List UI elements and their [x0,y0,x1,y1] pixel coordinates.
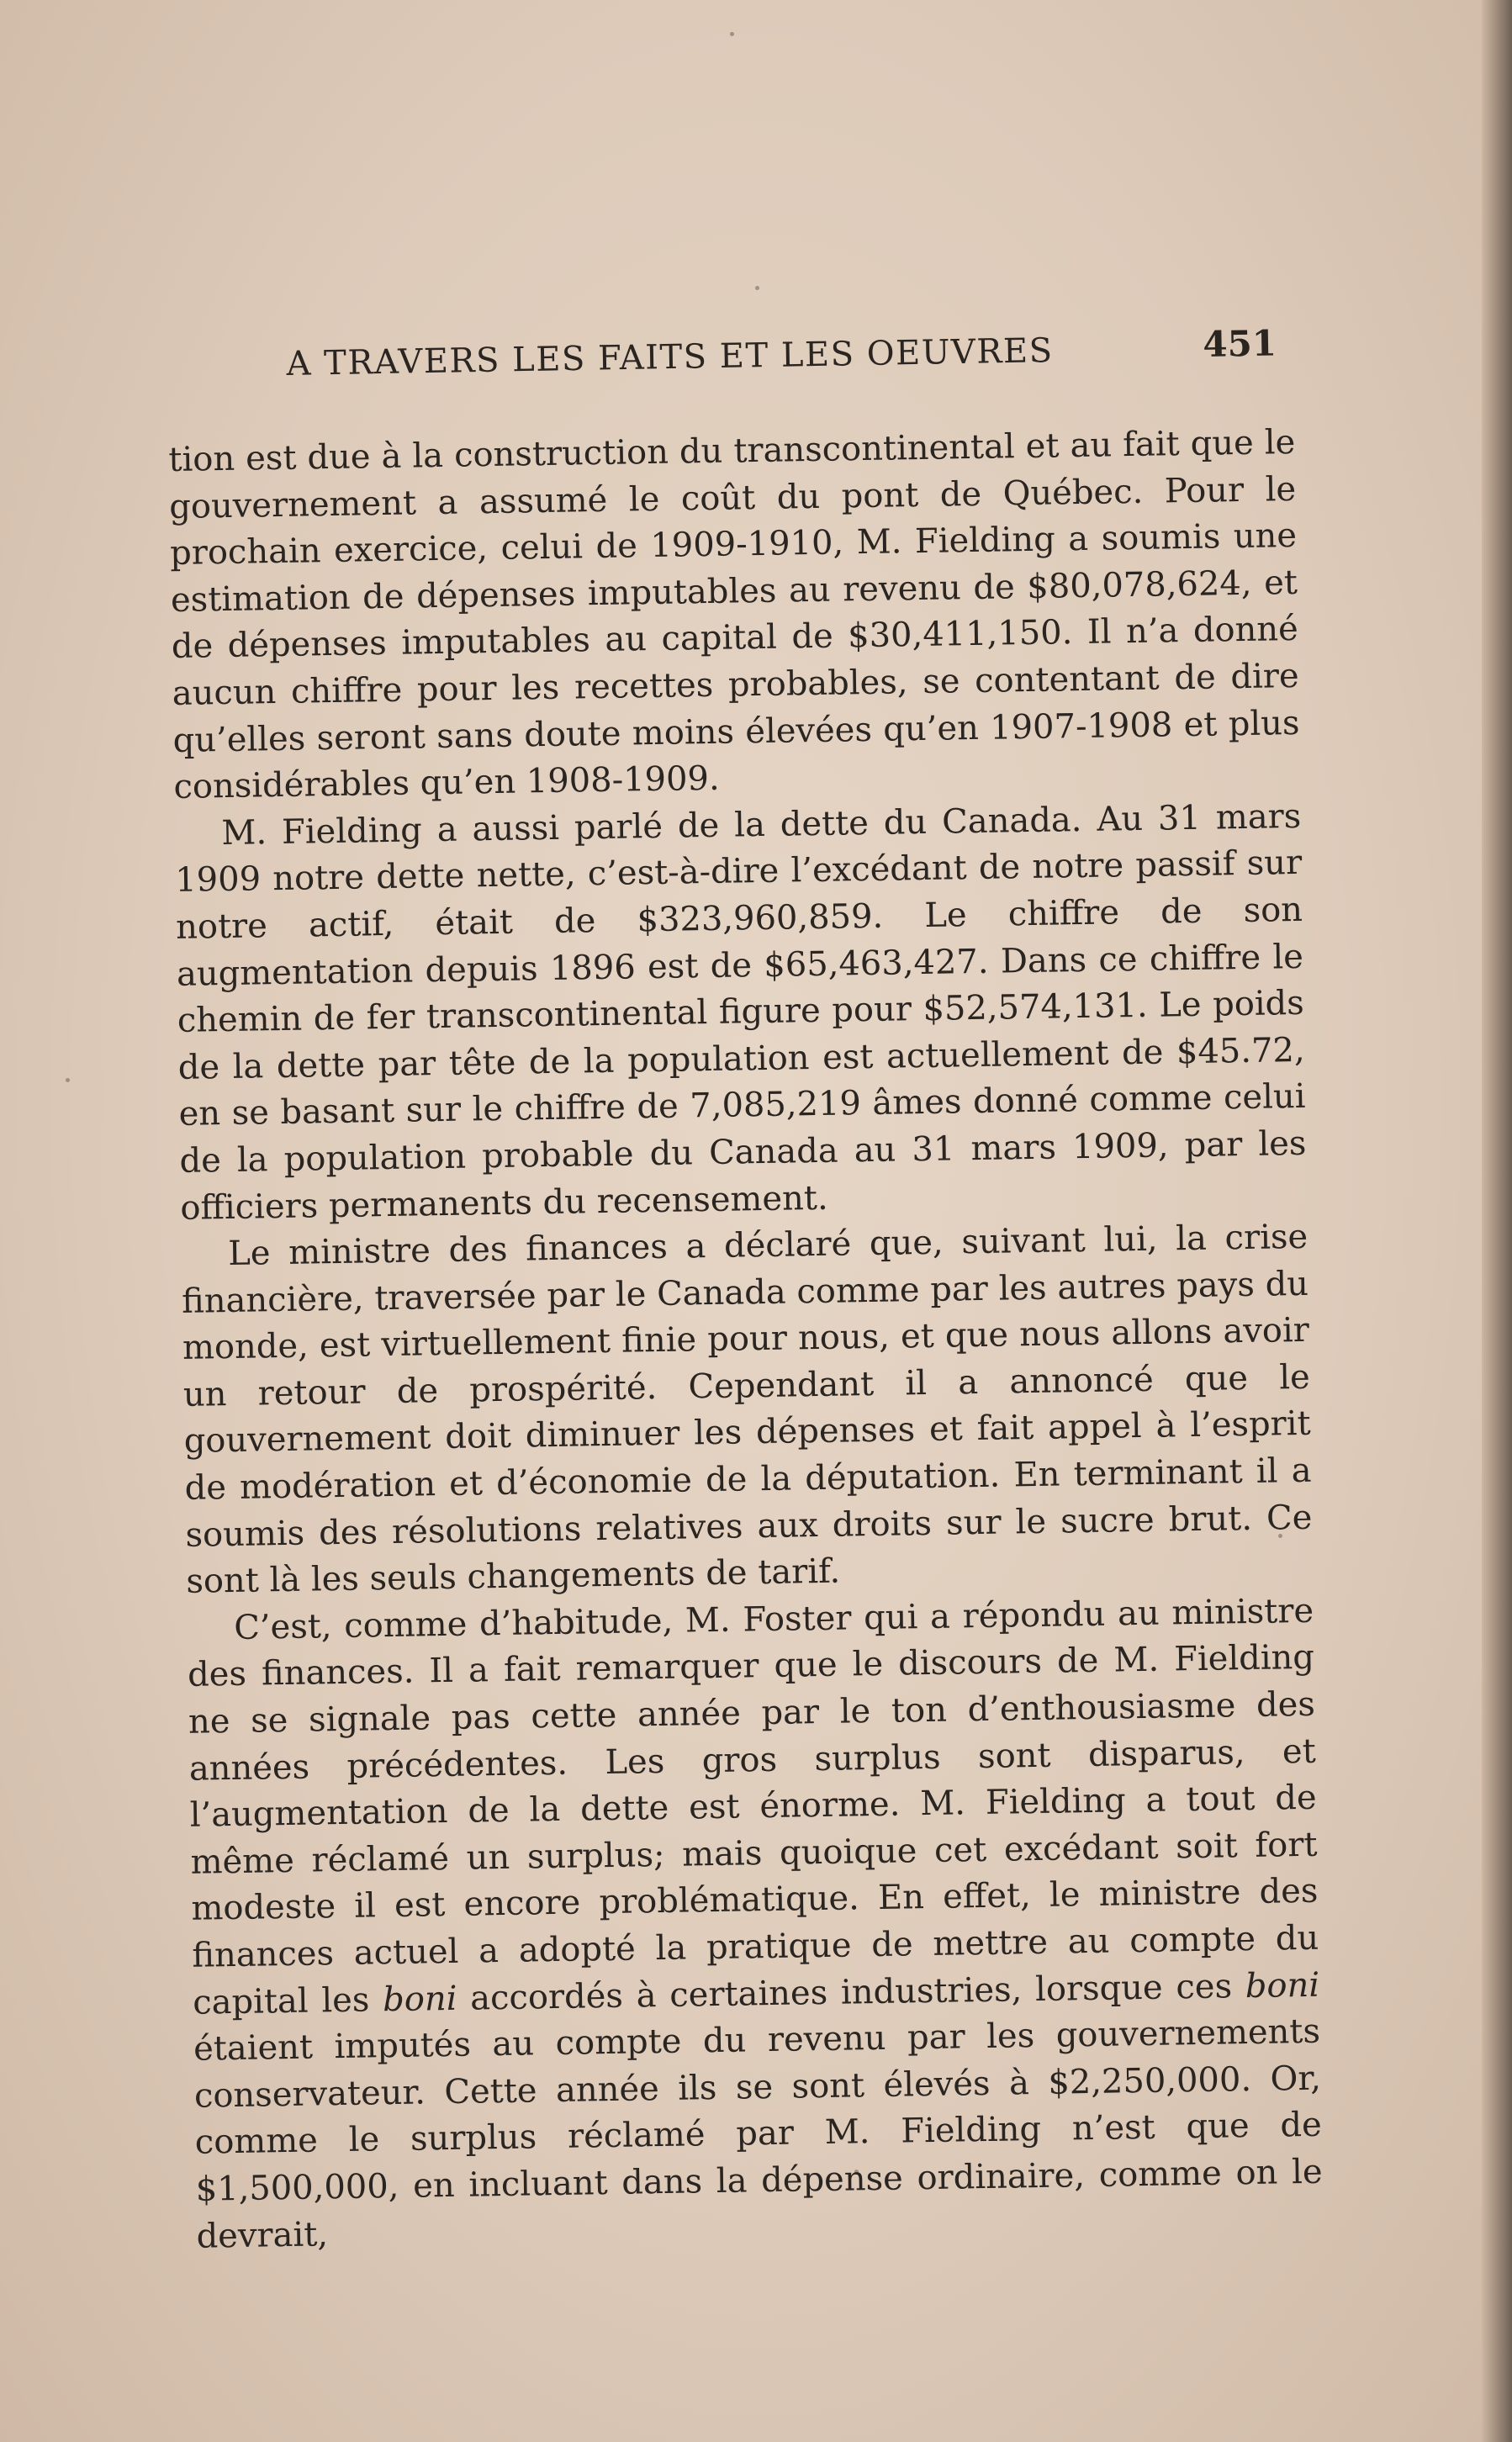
running-head: A TRAVERS LES FAITS ET LES OEUVRES [286,331,1054,383]
paragraph-text: étaient imputés au compte du revenu par les gouvernements conservateur. Cette année ils se sont élevés à $2,250,000. Or, comme le surplus réclamé par M. Fielding n’est que de $1,500,000, en incluant dans la dépense ordinaire, comme on le devrait, [193,2011,1323,2256]
body-text [168,420,1324,2260]
page-header [286,317,1296,394]
book-spine-edge [1482,0,1512,2442]
paragraph: Le ministre des finances a déclaré que, suivant lui, la crise financière, traversée par le Canada comme par les autres pays du monde, est virtuellement finie pour nous, et que nous allons avoir un retour de prospérité. Cependant il a annoncé que le gouvernement doit diminuer les dépenses et fait appel à l’esprit de modération et d’économie de la députation. En terminant il a soumis des résolutions relatives aux droits sur le sucre brut. Ce sont là les seuls changements de tarif. [181,1217,1313,1602]
paragraph-text: C’est, comme d’habitude, M. Foster qui a répondu au ministre des finances. Il a fait remarquer que le discours de M. Fielding ne se signale pas cette année par le ton d’enthousiasme des années précédentes. Les gros surplus sont disparus, et l’augmentation de la dette est énorme. M. Fielding a tout de même réclamé un surplus; mais quoique cet excédant soit fort modeste il est encore problématique. En effet, le ministre des finances actuel a adopté la pratique de mettre au compte du capital les [187,1591,1319,2022]
paper-speck [66,1078,70,1082]
paper-speck [730,32,734,36]
paragraph [187,1588,1324,2260]
paper-speck [755,286,759,290]
page-number: 451 [1202,322,1277,365]
paragraph-text: accordés à certaines industries, lorsque ces [457,1966,1246,2018]
paragraph: tion est due à la construction du transcontinental et au fait que le gouvernement a assumé le coût du pont de Québec. Pour le prochain exercice, celui de 1909-1910, M. Fielding a soumis une estimation de dépenses imputables au revenu de $80,078,624, et de dépenses imputables au capital de $30,411,150. Il n’a donné aucun chiffre pour les recettes probables, se contentant de dire qu’elles seront sans doute moins élevées qu’en 1907-1908 et plus considérables qu’en 1908-1909. [168,422,1300,807]
italic-word: boni [382,1979,457,2019]
italic-word: boni [1245,1965,1320,2006]
paragraph: M. Fielding a aussi parlé de la dette du Canada. Au 31 mars 1909 notre dette nette, c’est-à-dire l’excédant de notre passif sur notre actif, était de $323,960,859. Le chiffre de son augmentation depuis 1896 est de $65,463,427. Dans ce chiffre le chemin de fer transcontinental figure pour $52,574,131. Le poids de la dette par tête de la population est actuellement de $45.72, en se basant sur le chiffre de 7,085,219 âmes donné comme celui de la population probable du Canada au 31 mars 1909, par les officiers permanents du recensement. [174,796,1307,1228]
